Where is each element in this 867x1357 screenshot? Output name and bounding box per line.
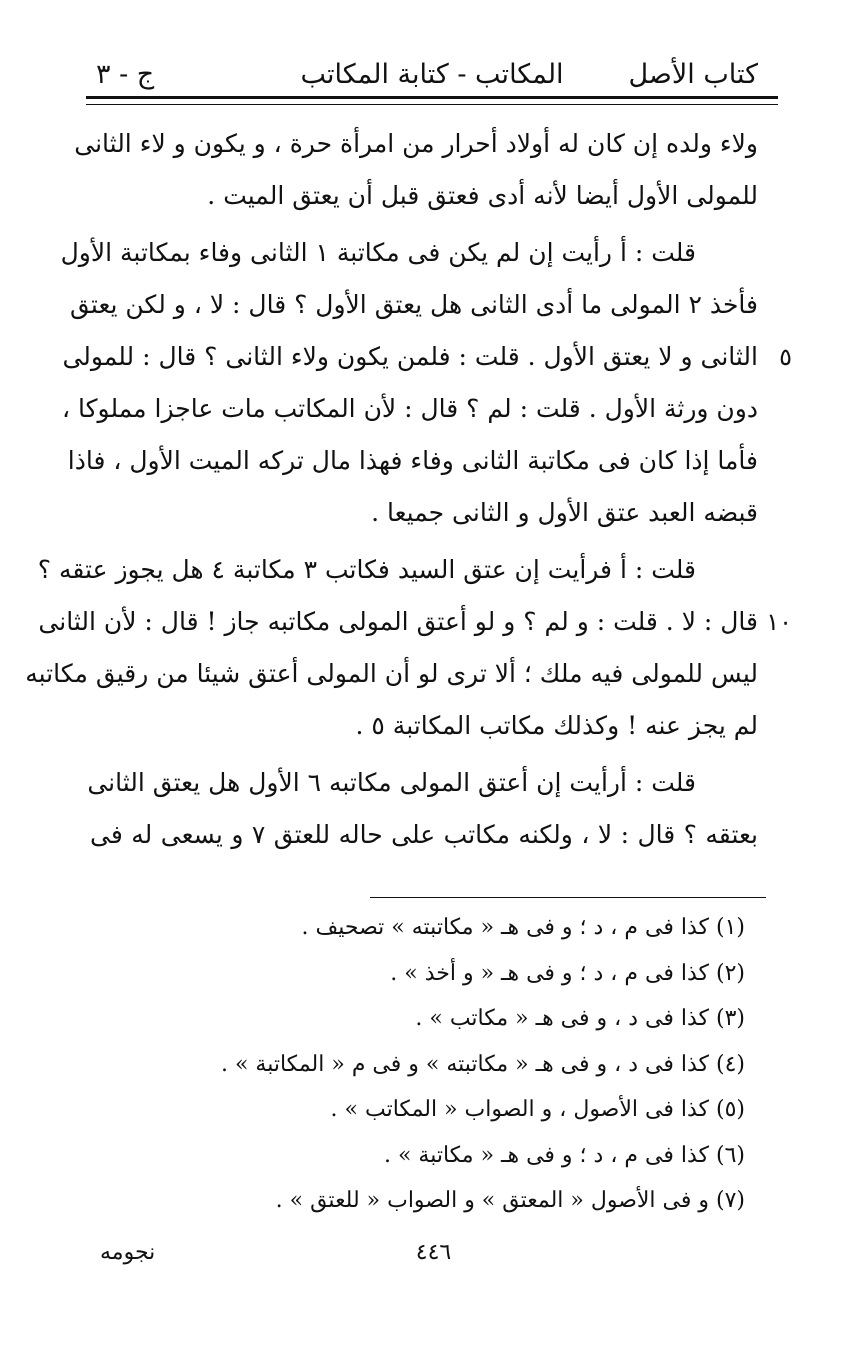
text-line: قلت : أرأيت إن أعتق المولى مكاتبه ٦ الأول هل يعتق الثانى xyxy=(87,768,696,797)
footnotes xyxy=(220,905,745,1224)
text-line: قلت : أ فرأيت إن عتق السيد فكاتب ٣ مكاتبة ٤ هل يجوز عتقه ؟ xyxy=(37,555,696,584)
text-line: لم يجز عنه ! وكذلك مكاتب المكاتبة ٥ . xyxy=(355,711,758,740)
footnote: (٤) كذا فى د ، و فى هـ « مكاتبته » و فى م « المكاتبة » . xyxy=(220,1051,745,1077)
header-rule-thick xyxy=(86,96,778,99)
volume-label: ج - ٣ xyxy=(96,59,155,90)
text-line-content: الثانى و لا يعتق الأول . قلت : فلمن يكون ولاء الثانى ؟ قال : للمولى xyxy=(62,342,758,371)
running-header xyxy=(86,52,778,98)
text-line-content: قال : لا . قلت : و لم ؟ و لو أعتق المولى مكاتبه جاز ! قال : لأن الثانى xyxy=(38,607,758,636)
text-line: قبضه العبد عتق الأول و الثانى جميعا . xyxy=(371,498,758,527)
book-title: كتاب الأصل xyxy=(628,59,758,90)
footnote: (٥) كذا فى الأصول ، و الصواب « المكاتب » . xyxy=(330,1097,745,1122)
main-text xyxy=(25,118,792,861)
footnote: (٦) كذا فى م ، د ؛ و فى هـ « مكاتبة » . xyxy=(383,1142,745,1168)
text-line: للمولى الأول أيضا لأنه أدى فعتق قبل أن يعتق الميت . xyxy=(207,181,758,210)
page-number: ٤٤٦ xyxy=(415,1240,452,1265)
text-line: فأما إذا كان فى مكاتبة الثانى وفاء فهذا مال تركه الميت الأول ، فاذا xyxy=(67,446,758,475)
footnote: (٢) كذا فى م ، د ؛ و فى هـ « و أخذ » . xyxy=(390,960,745,986)
text-line: دون ورثة الأول . قلت : لم ؟ قال : لأن المكاتب مات عاجزا مملوكا ، xyxy=(62,394,758,423)
text-line: ليس للمولى فيه ملك ؛ ألا ترى لو أن المولى أعتق شيئا من رقيق مكاتبه xyxy=(25,659,758,688)
footnote-rule xyxy=(370,897,766,898)
catchword: نجومه xyxy=(100,1240,156,1265)
line-number: ٥ xyxy=(779,343,792,371)
footnote: (١) كذا فى م ، د ؛ و فى هـ « مكاتبته » تصحيف . xyxy=(301,915,745,940)
text-line: بعتقه ؟ قال : لا ، ولكنه مكاتب على حاله للعتق ٧ و يسعى له فى xyxy=(90,820,759,849)
line-number: ١٠ xyxy=(766,608,792,636)
text-line: ولاء ولده إن كان له أولاد أحرار من امرأة حرة ، و يكون و لاء الثانى xyxy=(74,129,758,158)
chapter-title: المكاتب - كتابة المكاتب xyxy=(300,59,564,90)
text-line: فأخذ ٢ المولى ما أدى الثانى هل يعتق الأول ؟ قال : لا ، و لكن يعتق xyxy=(70,290,758,319)
footnote: (٣) كذا فى د ، و فى هـ « مكاتب » . xyxy=(415,1006,745,1031)
footnote: (٧) و فى الأصول « المعتق » و الصواب « للعتق » . xyxy=(275,1188,745,1213)
text-line: قلت : أ رأيت إن لم يكن فى مكاتبة ١ الثانى وفاء بمكاتبة الأول xyxy=(60,238,696,267)
header-rule-thin xyxy=(86,104,778,105)
text-line-5 xyxy=(62,331,792,383)
text-line-10 xyxy=(38,596,792,648)
